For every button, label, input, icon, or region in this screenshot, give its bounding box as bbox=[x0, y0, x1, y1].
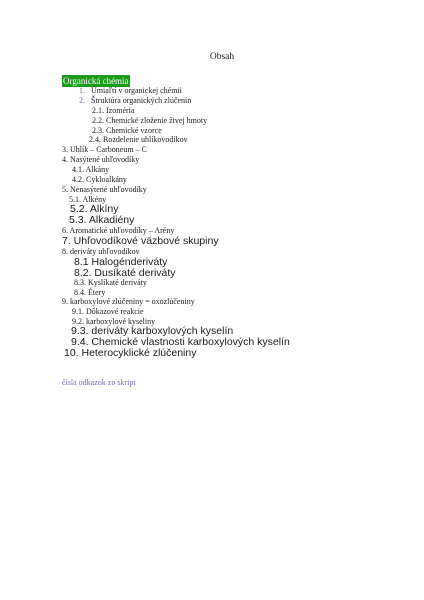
toc-item-8-1[interactable]: 8.1 Halogénderiváty bbox=[74, 256, 168, 268]
toc-item-8-2[interactable]: 8.2. Dusíkaté deriváty bbox=[74, 267, 176, 279]
toc-item-2-3[interactable]: 2.3. Chemické vzorce bbox=[92, 126, 162, 135]
toc-number: 1. bbox=[79, 86, 85, 95]
toc-item-7[interactable]: 7. Uhľovodíkové väzbové skupiny bbox=[62, 235, 219, 247]
toc-item-4[interactable]: 4. Nasýtené uhľovodíky bbox=[62, 155, 140, 164]
toc-item-2-2[interactable]: 2.2. Chemické zloženie živej hmoty bbox=[92, 116, 208, 125]
footer-note: čísla odkazok zo skript bbox=[62, 378, 136, 387]
toc-item-1[interactable] bbox=[79, 87, 182, 95]
toc-item-2[interactable] bbox=[79, 97, 191, 105]
toc-item-6[interactable]: 6. Aromatické uhľovodíky – Arény bbox=[62, 226, 175, 235]
toc-item-5-2[interactable]: 5.2. Alkíny bbox=[70, 203, 119, 215]
toc-number: 2. bbox=[79, 96, 85, 105]
highlighted-heading: Organická chémia bbox=[63, 76, 129, 86]
toc-item-8[interactable]: 8. deriváty uhľovodíkov bbox=[62, 247, 140, 256]
toc-item-8-4[interactable]: 8.4. Étery bbox=[74, 288, 106, 297]
toc-item-2-1[interactable]: 2.1. Izoméria bbox=[92, 106, 135, 115]
toc-item-5-3[interactable]: 5.3. Alkadiény bbox=[69, 214, 135, 226]
toc-item-9-4[interactable]: 9.4. Chemické vlastnosti karboxylových kyselín bbox=[71, 336, 290, 348]
toc-text: Štruktúra organických zlúčenín bbox=[91, 96, 192, 105]
toc-item-9-3[interactable]: 9.3. deriváty karboxylových kyselín bbox=[71, 325, 234, 337]
toc-item-8-3[interactable]: 8.3. Kyslíkaté deriváty bbox=[74, 278, 147, 287]
toc-item-5-1[interactable]: 5.1. Alkény bbox=[69, 195, 107, 204]
toc-item-2-4[interactable]: 2.4. Rozdelenie uhlíkovodíkov bbox=[89, 135, 188, 144]
toc-item-4-2[interactable]: 4.2. Cykloalkány bbox=[72, 175, 127, 184]
toc-text: Úmiaľtí v organickej chémii bbox=[91, 86, 182, 95]
toc-item-10[interactable]: 10. Heterocyklické zlúčeniny bbox=[64, 347, 197, 359]
toc-item-9-1[interactable]: 9.1. Dôkazové reakcie bbox=[72, 307, 144, 316]
toc-item-9-2[interactable]: 9.2. karboxylové kyseliny bbox=[72, 317, 156, 326]
toc-item-3[interactable]: 3. Uhlík – Carboneum – C bbox=[62, 145, 147, 154]
page-title: Obsah bbox=[209, 52, 235, 62]
toc-item-4-1[interactable]: 4.1. Alkány bbox=[72, 165, 110, 174]
toc-item-9[interactable]: 9. karboxylové zlúčeniny = oxozlúčeniny bbox=[62, 297, 195, 306]
toc-item-5[interactable]: 5. Nenasýtené uhľovodíky bbox=[62, 185, 147, 194]
